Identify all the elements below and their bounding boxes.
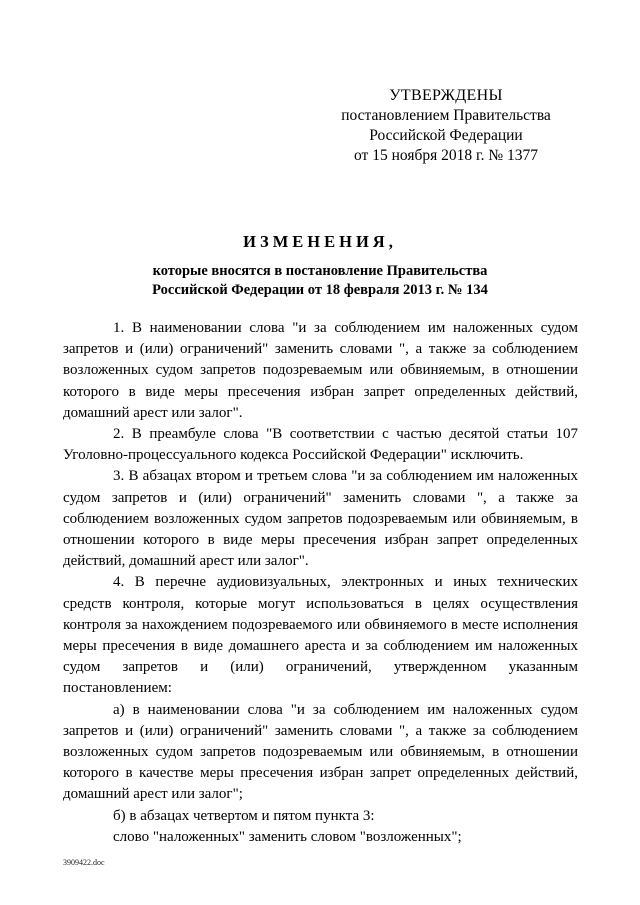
paragraph-3: 3. В абзацах втором и третьем слова "и за соблюдением им наложенных судом запретов и (или) ограничений" заменить словами ", а также за соблюдением возложенных судом запретов подозреваемым или обвиняемым, в отношении которого в виде меры пресечения избран запрет определенных действий, домашний арест или залог". [63, 468, 578, 570]
paragraph-4a: а) в наименовании слова "и за соблюдением им наложенных судом запретов и (или) ограничений" заменить словами ", а также за соблюдением возложенных судом запретов подозреваемым или обвиняемым, в отношении которого в качестве меры пресечения избран запрет определенных действий, домашний арест или залог"; [63, 701, 578, 803]
approval-line-3: от 15 ноября 2018 г. № 1377 [354, 147, 538, 164]
paragraph-4: 4. В перечне аудиовизуальных, электронных и иных технических средств контроля, которые могут использоваться в целях осуществления контроля за нахождением подозреваемого или обвиняемого в месте исполнения меры пресечения в виде домашнего ареста и за соблюдением им наложенных судом запретов и (или) ограничений, утвержденном указанным постановлением: [63, 574, 578, 697]
approval-block [330, 86, 562, 166]
document-body [63, 318, 578, 848]
approval-title: УТВЕРЖДЕНЫ [389, 87, 503, 104]
paragraph-4b-item: слово "наложенных" заменить словом "возложенных"; [113, 828, 462, 845]
document-title: ИЗМЕНЕНИЯ, [243, 232, 397, 251]
document-subtitle [100, 262, 540, 300]
paragraph-2: 2. В преамбуле слова "В соответствии с частью десятой статьи 107 Уголовно-процессуального кодекса Российской Федерации" исключить. [63, 426, 578, 464]
approval-line-2: Российской Федерации [369, 127, 523, 144]
approval-line-1: постановлением Правительства [341, 107, 551, 124]
subtitle-line-2: Российской Федерации от 18 февраля 2013 г. № 134 [152, 282, 488, 298]
paragraph-1: 1. В наименовании слова "и за соблюдением им наложенных судом запретов и (или) ограничений" заменить словами ", а также за соблюдением возложенных судом запретов подозреваемым или обвиняемым, в отношении которого в виде меры пресечения избран запрет определенных действий, домашний арест или залог". [63, 320, 578, 421]
file-name-footer: 3909422.doc [63, 858, 105, 867]
paragraph-4b: б) в абзацах четвертом и пятом пункта 3: [113, 807, 375, 824]
subtitle-line-1: которые вносятся в постановление Правительства [152, 263, 488, 279]
